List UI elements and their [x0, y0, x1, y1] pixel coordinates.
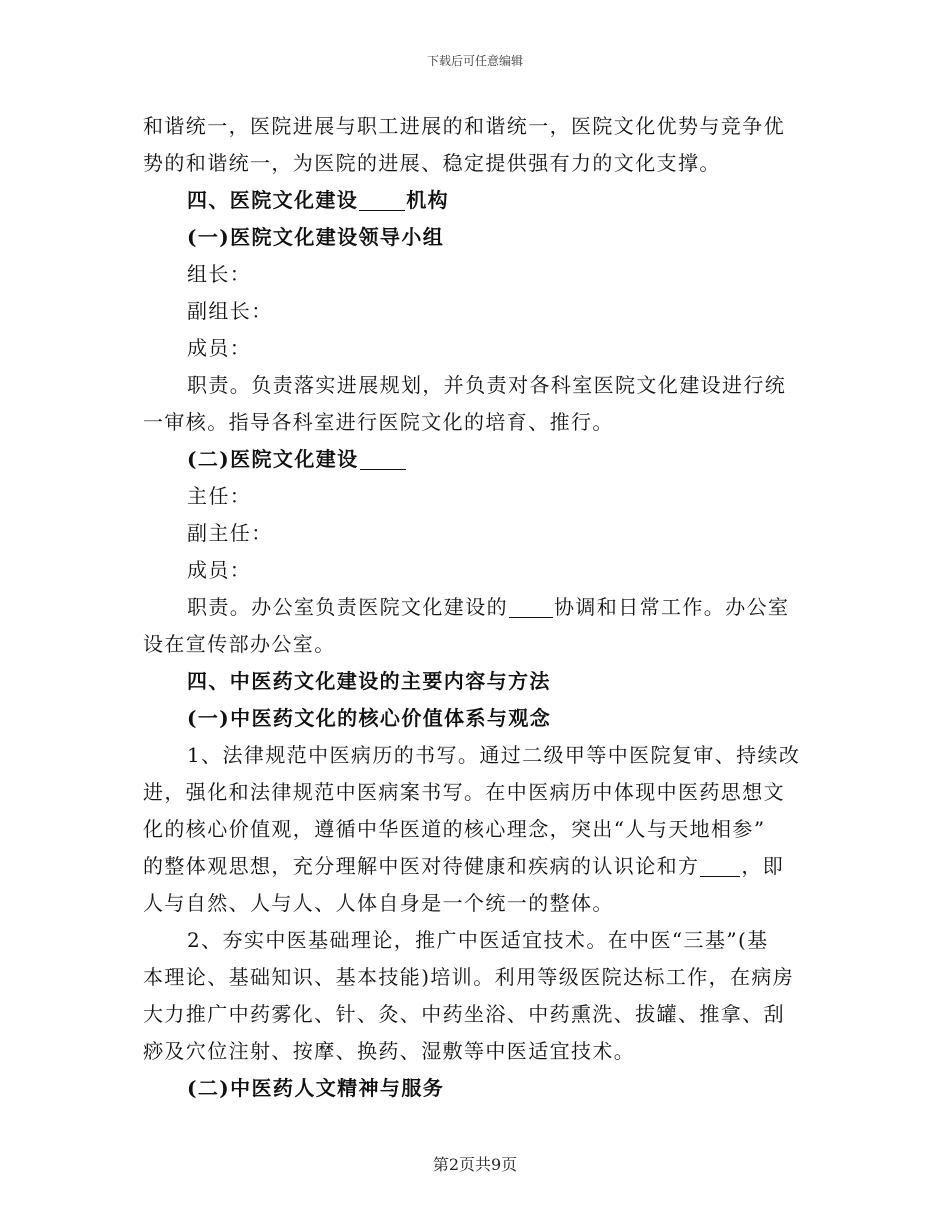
subsection-heading: (一)中医药文化的核心价值体系与观念 [187, 706, 552, 730]
text-run: 协调和日常工作。办公室 [554, 595, 790, 619]
paragraph-line: 人与自然、人与人、人体自身是一个统一的整体。 [143, 891, 614, 915]
role-label: 组长： [187, 262, 252, 286]
paragraph-line: 2、夯实中医基础理论，推广中医适宜技术。在中医“三基”(基 [187, 928, 769, 952]
paragraph-line: 进，强化和法律规范中医病案书写。在中医病历中体现中医药思想文 [143, 780, 785, 804]
text-run: 职责。办公室负责医院文化建设的 [187, 595, 508, 619]
fill-blank [700, 856, 740, 877]
paragraph-line [143, 848, 807, 885]
role-label: 主任： [187, 484, 252, 508]
paragraph-line: 化的核心价值观，遵循中华医道的核心理念，突出“人与天地相参” [143, 817, 766, 841]
paragraph-line: 1、法律规范中医病历的书写。通过二级甲等中医院复审、持续改 [187, 743, 801, 767]
paragraph-line: 职责。负责落实进展规划，并负责对各科室医院文化建设进行统 [187, 373, 787, 397]
subsection-heading: (二)中医药人文精神与服务 [187, 1076, 445, 1100]
heading-text: 机构 [406, 188, 450, 212]
subsection-heading [143, 441, 807, 478]
page-footer: 第2页共9页 [432, 1155, 518, 1174]
section-heading: 四、中医药文化建设的主要内容与方法 [187, 669, 551, 693]
document-body [143, 108, 807, 1107]
text-run: ，即 [741, 854, 785, 878]
role-label: 副主任： [187, 521, 273, 545]
subsection-heading: (一)医院文化建设领导小组 [187, 225, 445, 249]
paragraph-line: 势的和谐统一，为医院的进展、稳定提供强有力的文化支撑。 [143, 151, 721, 175]
heading-text: (二)医院文化建设 [187, 447, 359, 471]
paragraph-line: 大力推广中药雾化、针、灸、中药坐浴、中药熏洗、拔罐、推拿、刮 [143, 1002, 785, 1026]
paragraph-line: 设在宣传部办公室。 [143, 632, 336, 656]
role-label: 副组长： [187, 299, 273, 323]
section-heading [143, 182, 807, 219]
paragraph-line: 痧及穴位注射、按摩、换药、湿敷等中医适宜技术。 [143, 1039, 636, 1063]
paragraph-line [143, 589, 807, 626]
fill-blank [360, 449, 406, 470]
fill-blank [509, 597, 553, 618]
heading-text: 四、医院文化建设 [187, 188, 359, 212]
paragraph-line: 和谐统一，医院进展与职工进展的和谐统一，医院文化优势与竞争优 [143, 114, 785, 138]
paragraph-line: 本理论、基础知识、基本技能)培训。利用等级医院达标工作，在病房 [143, 965, 795, 989]
role-label: 成员： [187, 558, 252, 582]
role-label: 成员： [187, 336, 252, 360]
text-run: 的整体观思想，充分理解中医对待健康和疾病的认识论和方 [143, 854, 700, 878]
paragraph-line: 一审核。指导各科室进行医院文化的培育、推行。 [143, 410, 614, 434]
fill-blank [359, 190, 405, 211]
page-header: 下载后可任意编辑 [426, 54, 523, 68]
